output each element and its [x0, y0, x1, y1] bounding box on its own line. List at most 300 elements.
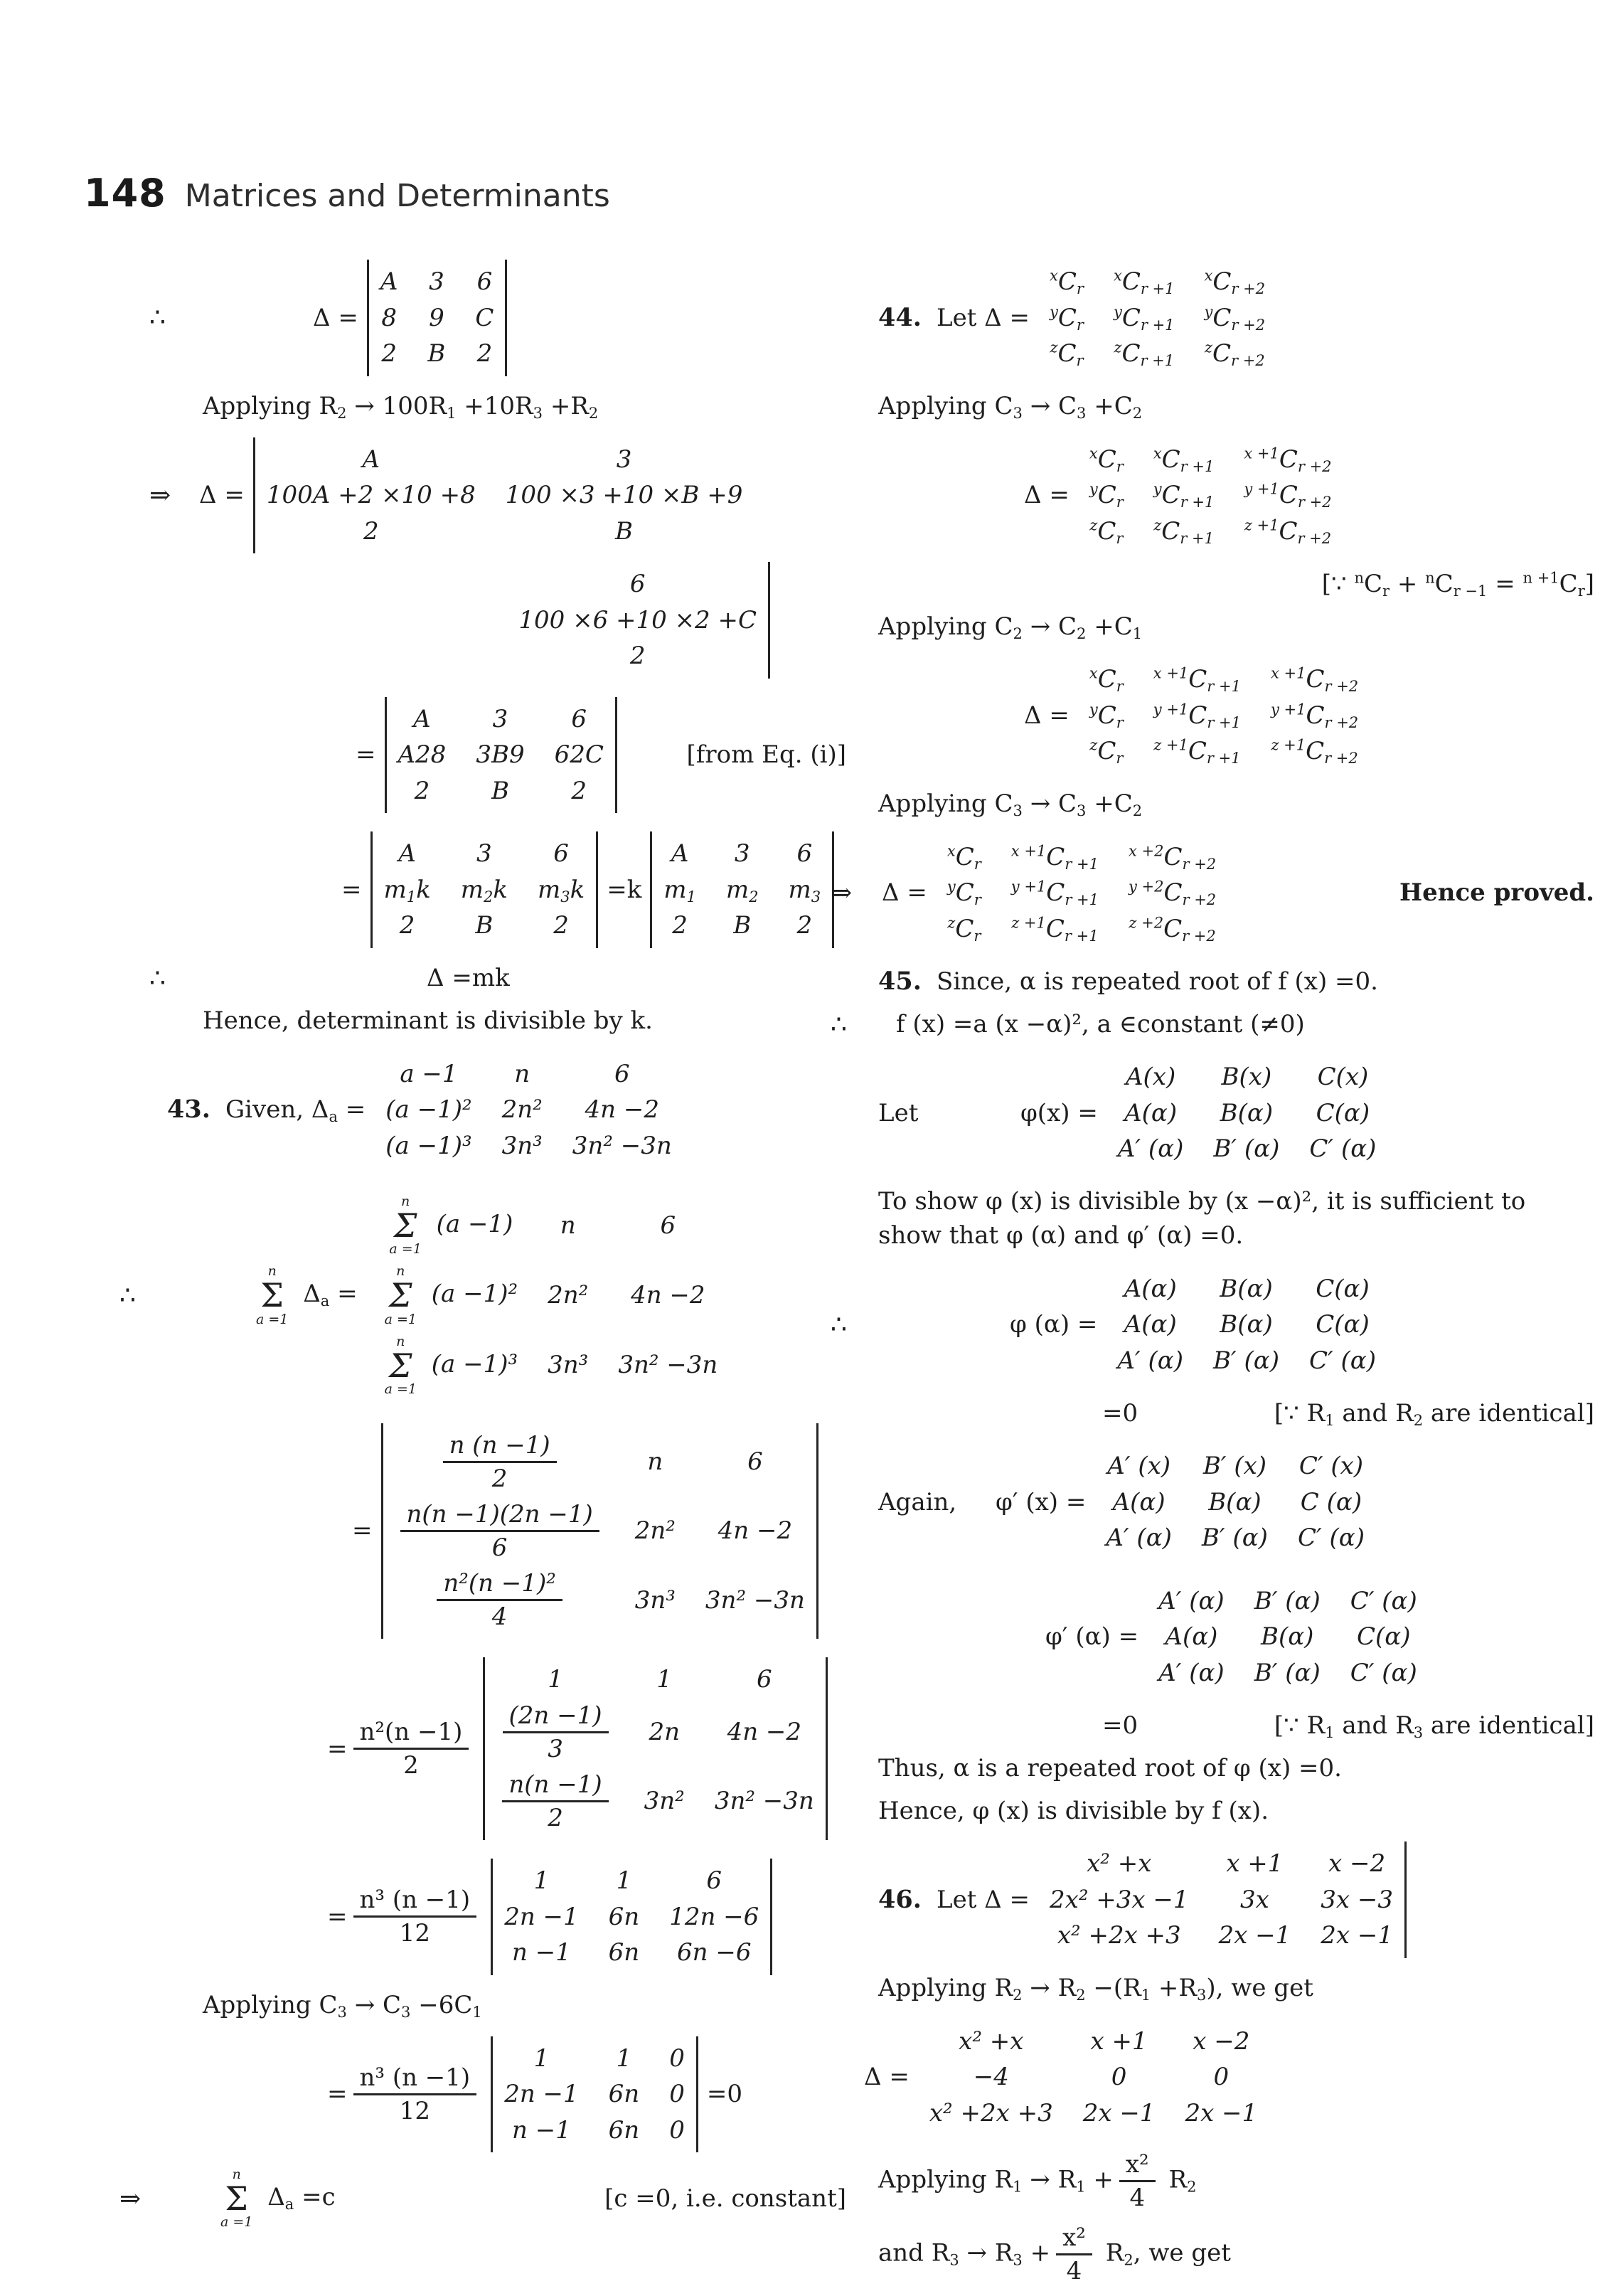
- determinant-cell: $\frac{n (n -1)}{2}$: [437, 1430, 562, 1494]
- question-number: 43.: [167, 1095, 210, 1125]
- determinant-cell: 6: [757, 1665, 772, 1694]
- determinant-cell: n Σ a =1 (a −1)²: [384, 1263, 518, 1327]
- determinant-cell: 6: [629, 570, 646, 598]
- question-number: 46.: [878, 1884, 922, 1914]
- q45-function-form: [818, 1008, 1594, 1041]
- q45-phi-alpha: [818, 1263, 1594, 1388]
- determinant-cell: x +1: [1226, 1849, 1284, 1878]
- bracket-note: [c =0, i.e. constant]: [604, 2184, 846, 2213]
- determinant-cell: 1: [548, 1665, 563, 1694]
- determinant-cell: $^yC_{r +2}$: [1204, 302, 1266, 334]
- q44-definition: [818, 255, 1594, 381]
- determinant-cell: x² +x: [1087, 1849, 1152, 1878]
- determinant-cell: $^{z +1}C_{r +2}$: [1244, 516, 1332, 547]
- determinant-cell: 4n −2: [718, 1516, 793, 1546]
- q44-identity-note: [818, 568, 1594, 600]
- determinant-cell: 6: [571, 704, 587, 733]
- q45-to-show-line1: [818, 1186, 1594, 1218]
- implies-symbol: ⇒: [119, 2184, 142, 2213]
- determinant-cell: $^{y +1}C_{r +1}$: [1153, 700, 1241, 731]
- determinant-cell: x +1: [1090, 2026, 1148, 2056]
- determinant-cell: A′ (α): [1117, 1134, 1184, 1163]
- determinant-cell: A(α): [1124, 1098, 1178, 1127]
- determinant-cell: A28: [398, 740, 447, 769]
- row-operation-r2: [107, 390, 846, 423]
- determinant-cell: 6: [706, 1866, 722, 1896]
- determinant-cell: $^{z +1}C_{r +2}$: [1271, 736, 1358, 767]
- let-delta-equals: Let Δ =: [937, 303, 1030, 332]
- given-delta-a: Given, $\Delta_a$ =: [225, 1095, 366, 1125]
- determinant-cell: A: [380, 267, 398, 296]
- determinant-cell: C(x): [1317, 1063, 1369, 1091]
- row-operation-r2: [818, 1972, 1594, 2005]
- q46-definition: [818, 1837, 1594, 1962]
- determinant-cell: 2n²: [634, 1516, 676, 1546]
- phi-x-equals: φ(x) =: [1020, 1098, 1098, 1127]
- determinant-cell: $^xC_{r +1}$: [1153, 444, 1215, 475]
- question-number: 44.: [878, 302, 922, 332]
- determinant-cell: 9: [429, 303, 444, 332]
- therefore-symbol: ∴: [831, 1309, 847, 1339]
- determinant-cell: C′ (x): [1298, 1452, 1364, 1480]
- sum-equals-constant: n Σ a =1 $\Delta_a =c$: [220, 2167, 336, 2231]
- row-operation-text: Applying $R_2 \to R_2 -(R_1 +R_3)$, we get: [878, 1974, 1313, 2004]
- determinant-cell: 2n: [649, 1718, 680, 1747]
- determinant-cell: $\frac{n(n -1)(2n -1)}{6}$: [395, 1499, 605, 1563]
- determinant-cell: n: [647, 1447, 663, 1477]
- therefore-symbol: ∴: [119, 1280, 136, 1310]
- determinant: [1038, 1841, 1407, 1958]
- determinant-cell: $\frac{\text{n²(n −1)²}}{4}$: [431, 1568, 568, 1632]
- determinant-cell: 2: [553, 911, 569, 940]
- determinant-cell: C(α): [1356, 1622, 1411, 1651]
- q44-step1-determinant: [818, 433, 1594, 558]
- determinant-cell: x −2: [1328, 1849, 1386, 1878]
- row-operation-text: and $R_3 \to R_3$ + $\frac{\text{x²}}{4}$ $R_2$, we get: [878, 2223, 1231, 2286]
- determinant-cell: 2: [476, 339, 493, 368]
- determinant-cell: $\frac{n(n -1)}{2}$: [496, 1770, 614, 1833]
- determinant-cell: 3n³: [548, 1351, 589, 1380]
- determinant-cell: $^yC_r$: [946, 878, 981, 908]
- thus-text: Thus, α is a repeated root of φ (x) =0.: [878, 1753, 1342, 1782]
- determinant-cell: $^zC_r$: [947, 913, 981, 945]
- hence-text: Hence, φ (x) is divisible by f (x).: [878, 1796, 1269, 1825]
- determinant-cell: 2: [796, 911, 813, 940]
- determinant-cell: $^xC_{r +2}$: [1204, 267, 1266, 297]
- determinant-cell: 6n: [608, 1938, 640, 1967]
- determinant-cell: x² +x: [959, 2026, 1024, 2056]
- determinant-cell: $^zC_{r +1}$: [1153, 516, 1214, 547]
- determinant-cell: A: [362, 445, 380, 474]
- determinant-cell: 3n² −3n: [705, 1585, 805, 1615]
- determinant-cell: C′ (α): [1309, 1134, 1377, 1163]
- determinant-cell: 6n: [608, 2080, 640, 2109]
- q43-evaluated-sums-determinant: [107, 1419, 846, 1643]
- determinant-cell: A′ (x): [1107, 1452, 1171, 1480]
- determinant-cell: (a −1)²: [385, 1095, 472, 1124]
- q43-factored-step2: [107, 1854, 846, 1979]
- determinant-cell: 3: [492, 704, 508, 733]
- let-label: Let: [878, 1098, 919, 1127]
- statement-text: Since, α is repeated root of f (x) =0.: [937, 967, 1378, 996]
- therefore-symbol: ∴: [149, 303, 166, 333]
- determinant-cell: B′ (α): [1201, 1524, 1268, 1552]
- determinant-cell: 3x: [1239, 1885, 1269, 1914]
- determinant-cell: C′ (α): [1350, 1586, 1417, 1615]
- determinant-cell: $^{z +1}C_{r +1}$: [1153, 736, 1241, 767]
- chapter-title: Matrices and Determinants: [184, 178, 610, 214]
- equals-zero: =0: [706, 2080, 742, 2109]
- determinant-cell: $^{x +1}C_{r +2}$: [1244, 444, 1332, 475]
- q45-phi-definition: [818, 1051, 1594, 1176]
- determinant-cell: 0: [1111, 2063, 1127, 2091]
- determinant-cell: A′ (α): [1106, 1524, 1172, 1552]
- determinant-cell: 100 ×3 +10 ×B +9: [505, 481, 743, 509]
- determinant-cell: $^zC_r$: [1050, 339, 1084, 369]
- determinant: [1147, 1579, 1429, 1696]
- determinant-cell: 1: [533, 1866, 550, 1896]
- determinant-cell: C′ (α): [1297, 1524, 1365, 1552]
- determinant-cell: $^xC_r$: [946, 841, 981, 873]
- equals-sign: =: [327, 1902, 348, 1931]
- determinant-cell: 6n: [608, 1902, 640, 1931]
- equals-zero: =0: [1102, 1711, 1138, 1740]
- determinant-cell: 100A +2 ×10 +8: [266, 481, 476, 509]
- column-operation-text: Applying $C_3 \to C_3 +C_2$: [878, 790, 1143, 820]
- column-operation-c3-again: [818, 788, 1594, 821]
- determinant-cell: A: [398, 839, 416, 868]
- determinant-cell: $^zC_r$: [1089, 736, 1124, 767]
- q43-given: [107, 1048, 846, 1173]
- determinant-cell: 3: [476, 839, 492, 868]
- equals-sign: =: [327, 2080, 348, 2109]
- determinant-cell: 6n: [608, 2115, 640, 2144]
- determinant: [491, 2036, 698, 2153]
- determinant-cell: 3n³: [501, 1131, 543, 1160]
- delta-equals: Δ =: [199, 481, 245, 509]
- determinant: [491, 1859, 772, 1975]
- question-number: 45.: [878, 967, 922, 996]
- equals-k: =k: [607, 875, 642, 904]
- determinant-cell: 2n²: [501, 1095, 543, 1124]
- determinant-cell: 100 ×6 +10 ×2 +C: [518, 605, 757, 634]
- delta-equals: Δ =: [882, 878, 927, 907]
- determinant-cell: 6: [614, 1059, 630, 1088]
- determinant-cell: $^{y +1}C_{r +2}$: [1270, 700, 1359, 731]
- determinant-cell: 0: [669, 2080, 685, 2109]
- determinant-cell: 3n³: [634, 1585, 676, 1615]
- explanation-text: show that φ (α) and φ′ (α) =0.: [878, 1221, 1244, 1250]
- determinant-cell: A(α): [1112, 1487, 1166, 1516]
- determinant-cell: $^xC_r$: [1089, 664, 1124, 695]
- determinant: [1106, 1267, 1387, 1383]
- determinant-cell: $^{y +2}C_{r +2}$: [1128, 878, 1217, 908]
- determinant-cell: 6: [747, 1447, 763, 1477]
- determinant-cell: B: [733, 911, 752, 940]
- determinant-cell: $m_3$: [788, 875, 821, 905]
- determinant-cell: A: [671, 839, 689, 868]
- determinant-cell: $^zC_{r +1}$: [1114, 339, 1175, 369]
- determinant-cell: B: [475, 911, 494, 940]
- determinant-cell: $^yC_{r +1}$: [1153, 480, 1215, 511]
- bracket-note: [from Eq. (i)]: [686, 740, 846, 769]
- determinant-cell: $\frac{(2n -1)}{3}$: [497, 1701, 614, 1764]
- delta-equals: Δ =: [864, 2063, 910, 2091]
- q45-statement: [818, 965, 1594, 998]
- q43-zero-determinant: [107, 2032, 846, 2157]
- determinant-cell: A: [413, 704, 431, 733]
- determinant-cell: $^yC_{r +1}$: [1113, 302, 1175, 334]
- determinant-cell: n −1: [512, 1938, 571, 1967]
- q42-factored-determinant: [107, 827, 846, 952]
- q45-thus-statement: [818, 1752, 1594, 1785]
- determinant-cell: 2x −1: [1185, 2098, 1258, 2127]
- determinant: [374, 1052, 683, 1169]
- determinant-cell: 2: [571, 776, 587, 805]
- q45-to-show-line2: [818, 1220, 1594, 1253]
- determinant-cell: 0: [1213, 2063, 1230, 2091]
- determinant: [385, 697, 617, 814]
- bracket-note: [∵ $^nC_r + ^nC_{r -1} = ^{n +1}C_r$]: [1321, 569, 1594, 600]
- again-label: Again,: [878, 1487, 957, 1516]
- determinant-cell: $m_1k$: [383, 875, 431, 905]
- determinant-cell: 2: [363, 516, 379, 546]
- determinant-cell: $^{x +1}C_{r +1}$: [1153, 664, 1241, 695]
- function-expression: f (x) =a (x −α)², a ∈constant (≠0): [896, 1009, 1305, 1038]
- determinant-cell: 1: [533, 2043, 550, 2073]
- phi-alpha-equals: φ (α) =: [1010, 1310, 1098, 1339]
- sum-delta-a-equals: n Σ a =1 $\Delta_a$ =: [256, 1263, 358, 1327]
- equals-sign: =: [356, 740, 376, 769]
- q42-expanded-determinant: [107, 433, 846, 558]
- determinant: [650, 831, 834, 948]
- determinant-cell: 2: [629, 642, 646, 670]
- determinant-cell: x −2: [1193, 2026, 1250, 2056]
- q45-zero-result2: [818, 1709, 1594, 1742]
- determinant-cell: B′ (x): [1202, 1452, 1267, 1480]
- determinant-cell: 12n −6: [669, 1902, 759, 1931]
- equals-sign: =: [352, 1516, 373, 1546]
- determinant-cell: C(α): [1316, 1274, 1370, 1303]
- determinant-cell: 2n −1: [504, 2080, 579, 2109]
- column-operation-text: Applying $C_2 \to C_2 +C_1$: [878, 612, 1143, 642]
- determinant: [1078, 437, 1343, 554]
- determinant-cell: $^{x +1}C_{r +1}$: [1010, 841, 1099, 873]
- determinant-cell: 4n −2: [585, 1095, 660, 1124]
- determinant-cell: A′ (α): [1117, 1346, 1183, 1375]
- determinant-cell: $m_1$: [663, 875, 696, 905]
- determinant-cell: $m_2$: [725, 875, 759, 905]
- determinant-cell: n −1: [512, 2115, 571, 2144]
- hence-proved-label: Hence proved.: [1399, 878, 1594, 907]
- determinant-cell: B: [427, 339, 446, 368]
- column-operation-c3: [818, 390, 1594, 423]
- determinant-cell: $^zC_{r +2}$: [1204, 339, 1265, 369]
- determinant-cell: 2x −1: [1321, 1921, 1393, 1950]
- q45-hence-statement: [818, 1795, 1594, 1827]
- implies-symbol: ⇒: [149, 480, 171, 510]
- q45-phi-prime-alpha: [818, 1575, 1594, 1700]
- determinant-cell: B′ (α): [1254, 1586, 1321, 1615]
- determinant-cell: 1: [616, 2043, 632, 2073]
- determinant-cell: 8: [381, 303, 397, 332]
- determinant-cell: 6: [476, 267, 493, 296]
- determinant: [936, 835, 1227, 952]
- determinant-cell: x² +2x +3: [1057, 1921, 1181, 1950]
- determinant-cell: 1: [616, 1866, 632, 1896]
- determinant: [1106, 1055, 1388, 1171]
- determinant: [1094, 1444, 1376, 1561]
- determinant-cell: A′ (α): [1158, 1658, 1225, 1687]
- determinant-cell: 3: [734, 839, 750, 868]
- determinant-cell: x² +2x +3: [929, 2098, 1053, 2127]
- determinant-cell: $m_2k$: [460, 875, 508, 905]
- row-operation-r3: [818, 2223, 1594, 2286]
- determinant-cell: 2n −1: [504, 1902, 579, 1931]
- delta-equals: Δ =: [1024, 701, 1070, 730]
- determinant-cell: 2: [399, 911, 415, 940]
- q44-final-determinant: [818, 831, 1594, 956]
- determinant-cell: $^yC_r$: [1050, 302, 1084, 334]
- therefore-symbol: ∴: [831, 1009, 847, 1039]
- delta-equals: Δ =: [1024, 481, 1070, 509]
- equals-sign: =: [341, 875, 362, 904]
- bracket-note: [∵ $R_1$ and $R_3$ are identical]: [1274, 1711, 1594, 1741]
- determinant-cell: 6: [660, 1211, 676, 1240]
- determinant-cell: B: [615, 516, 634, 546]
- determinant: [366, 1186, 730, 1405]
- determinant-cell: B(α): [1260, 1622, 1314, 1651]
- determinant-cell: $^{x +1}C_{r +2}$: [1270, 664, 1359, 695]
- determinant-cell: B(α): [1208, 1487, 1262, 1516]
- determinant: [1078, 657, 1370, 774]
- determinant-cell: 3n² −3n: [572, 1131, 672, 1160]
- row-operation-text: Applying $R_2 \to 100R_1 +10R_3 +R_2$: [203, 392, 599, 422]
- determinant-cell: 3n² −3n: [714, 1787, 814, 1816]
- determinant-cell: A(α): [1165, 1622, 1218, 1651]
- determinant-cell: B(α): [1220, 1098, 1274, 1127]
- determinant-cell: $^yC_r$: [1089, 700, 1124, 731]
- phi-prime-alpha-equals: φ′ (α) =: [1045, 1622, 1139, 1651]
- determinant: [918, 2019, 1269, 2136]
- determinant: [1038, 260, 1276, 376]
- determinant-cell: $m_3k$: [537, 875, 585, 905]
- equals-sign: =: [327, 1734, 348, 1763]
- q45-phi-prime-x: [818, 1440, 1594, 1565]
- q43-factored-step1: [107, 1653, 846, 1844]
- bracket-note: [∵ $R_1$ and $R_2$ are identical]: [1274, 1398, 1594, 1429]
- row-operation-text: Applying $R_1 \to R_1$ + $\frac{\text{x²}}{4}$ $R_2$: [878, 2150, 1197, 2213]
- determinant-cell: n Σ a =1 (a −1)³: [384, 1333, 518, 1397]
- column-operation-text: Applying $C_3 \to C_3 +C_2$: [878, 392, 1143, 422]
- determinant-cell: C′ (α): [1309, 1346, 1377, 1375]
- determinant-cell: $^xC_r$: [1050, 267, 1084, 297]
- determinant: [370, 831, 599, 948]
- q42-substituted-determinant: [107, 693, 846, 818]
- delta-equals-mk: Δ =mk: [427, 964, 510, 993]
- page-number: 148: [84, 171, 166, 216]
- determinant-cell: 2: [672, 911, 688, 940]
- determinant-cell: 1: [656, 1665, 673, 1694]
- determinant-cell: 2x −1: [1082, 2098, 1156, 2127]
- determinant-cell: 3B9: [476, 740, 525, 769]
- determinant-cell: B(α): [1220, 1274, 1273, 1303]
- implies-symbol: ⇒: [831, 878, 853, 908]
- row-operation-r1: [818, 2149, 1594, 2213]
- determinant-cell: 6n −6: [677, 1938, 752, 1967]
- determinant-cell: 4n −2: [727, 1718, 802, 1747]
- determinant-cell: −4: [973, 2063, 1009, 2091]
- determinant-cell: $^yC_r$: [1089, 480, 1124, 511]
- determinant-cell: C′ (α): [1350, 1658, 1417, 1687]
- determinant-cell: 3n² −3n: [618, 1351, 718, 1380]
- determinant-cell: 2x² +3x −1: [1050, 1885, 1189, 1914]
- determinant-cell: $^{z +2}C_{r +2}$: [1129, 913, 1216, 945]
- equals-zero: =0: [1102, 1398, 1138, 1428]
- determinant-cell: 2n²: [548, 1281, 589, 1310]
- determinant-cell: n Σ a =1 (a −1): [389, 1194, 513, 1258]
- determinant-cell: B(x): [1221, 1063, 1272, 1091]
- determinant-cell: (a −1)³: [385, 1131, 472, 1160]
- determinant-cell: 6: [553, 839, 569, 868]
- right-column: [818, 245, 1594, 2296]
- determinant-cell: 2: [414, 776, 430, 805]
- determinant-cell: 3x −3: [1321, 1885, 1393, 1914]
- determinant-cell: A(x): [1125, 1063, 1176, 1091]
- determinant-cell: $^xC_r$: [1089, 444, 1124, 475]
- explanation-text: To show φ (x) is divisible by (x −α)², it is sufficient to: [878, 1187, 1526, 1216]
- determinant-cell: A(α): [1124, 1310, 1177, 1339]
- determinant-cell: 2: [381, 339, 397, 368]
- q42-conclusion: [107, 962, 846, 995]
- determinant-cell: $^{x +2}C_{r +2}$: [1128, 841, 1217, 873]
- therefore-symbol: ∴: [149, 964, 166, 993]
- determinant-cell: C(α): [1316, 1098, 1370, 1127]
- determinant-cell: $^xC_{r +1}$: [1113, 267, 1175, 297]
- coefficient-fraction: $\frac{\text{n³ (n −1)}}{12}$: [348, 2063, 483, 2126]
- column-operation-c3: [107, 1989, 846, 2022]
- coefficient-fraction: $\frac{\text{n³ (n −1)}}{12}$: [348, 1885, 483, 1948]
- determinant-cell: A′ (α): [1158, 1586, 1225, 1615]
- delta-equals: Δ =: [313, 303, 358, 332]
- column-operation-text: Applying $C_3 \to C_3 -6C_1$: [203, 1991, 482, 2021]
- determinant-cell: $^{y +1}C_{r +2}$: [1244, 480, 1332, 511]
- determinant-left-part: [253, 437, 754, 554]
- q44-step2-determinant: [818, 653, 1594, 778]
- phi-prime-x-equals: φ′ (x) =: [996, 1487, 1087, 1516]
- determinant-cell: A(α): [1124, 1274, 1177, 1303]
- left-column: [107, 245, 846, 2241]
- q42-expanded-determinant-overflow: [107, 558, 846, 683]
- determinant-cell: n: [560, 1211, 576, 1240]
- determinant-cell: n: [514, 1059, 530, 1088]
- q43-summation-determinant: [107, 1182, 846, 1409]
- determinant-cell: 4n −2: [631, 1281, 705, 1310]
- q45-zero-result1: [818, 1397, 1594, 1430]
- determinant: [483, 1657, 827, 1840]
- column-operation-c2: [818, 610, 1594, 643]
- determinant-cell: 2x −1: [1218, 1921, 1291, 1950]
- q42-delta-definition: [107, 255, 846, 381]
- determinant-cell: B′ (α): [1213, 1134, 1280, 1163]
- determinant: [367, 260, 508, 376]
- determinant-cell: $^{z +1}C_{r +1}$: [1011, 913, 1099, 945]
- determinant-cell: 0: [669, 2115, 685, 2144]
- determinant-cell: C (α): [1300, 1487, 1362, 1516]
- determinant-cell: 62C: [554, 740, 604, 769]
- determinant-right-part: [507, 562, 770, 679]
- q43-conclusion: [107, 2167, 846, 2231]
